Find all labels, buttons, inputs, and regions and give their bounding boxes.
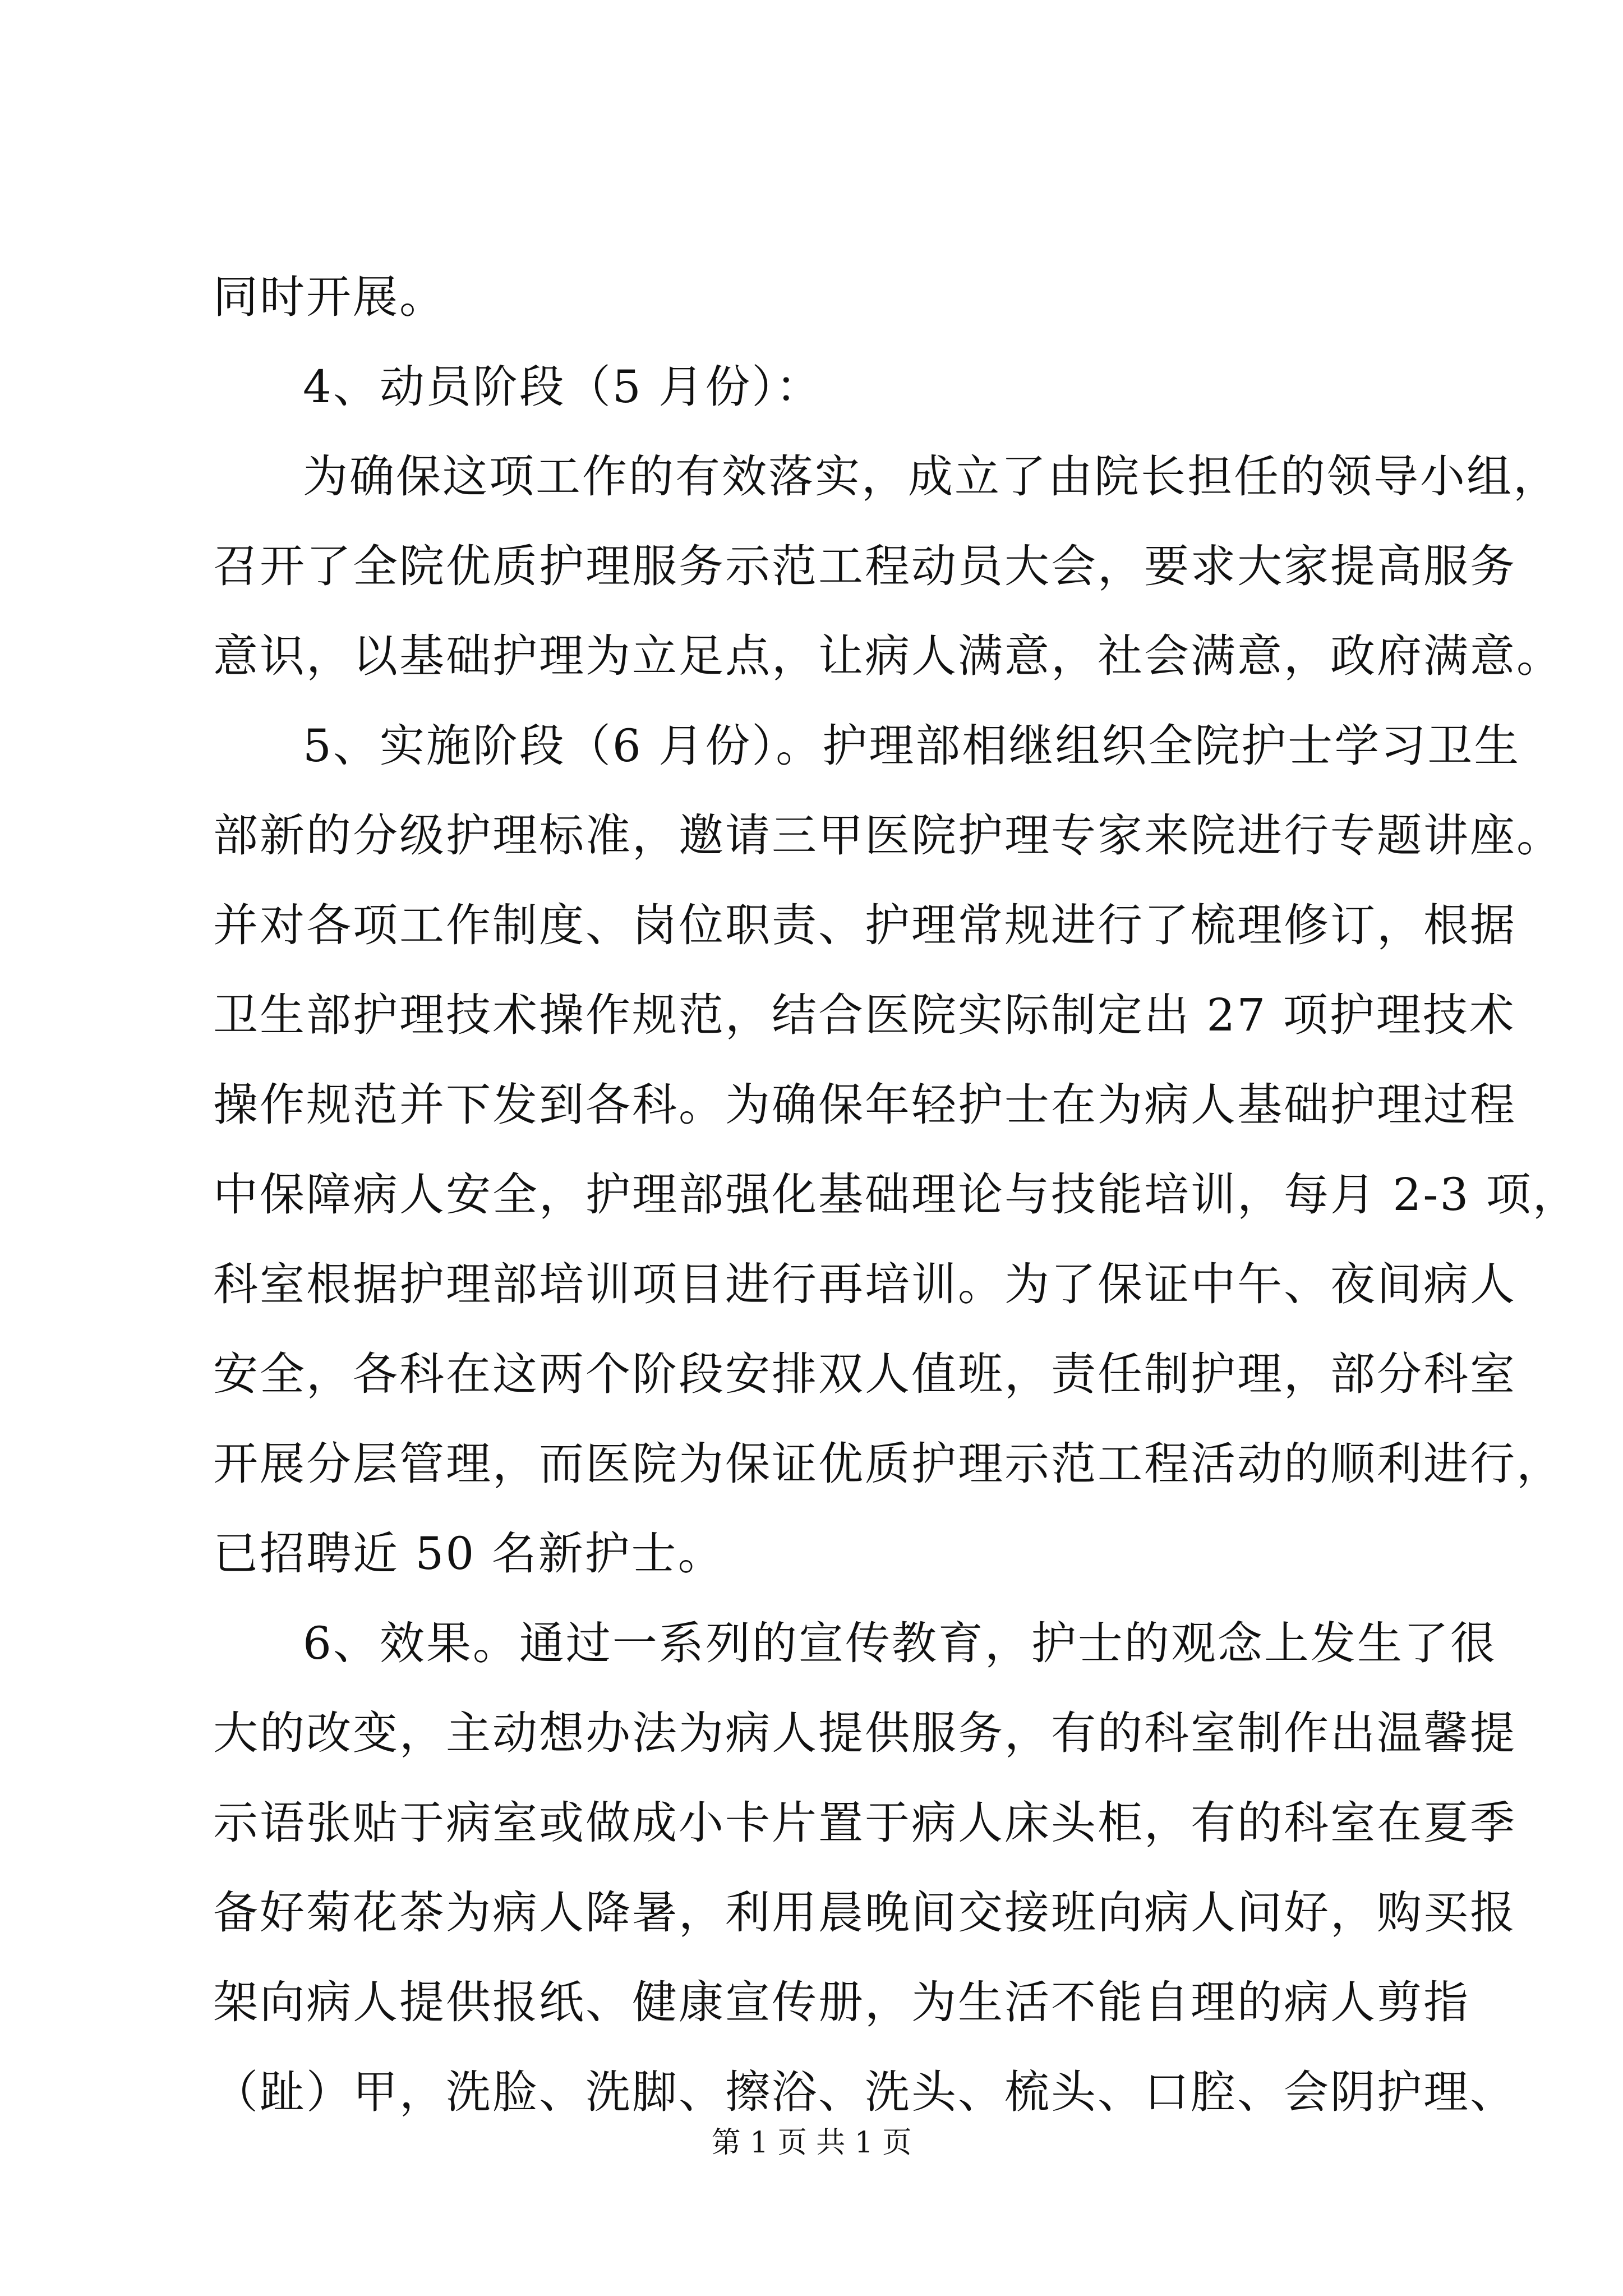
text-line: 操作规范并下发到各科。为确保年轻护士在为病人基础护理过程 [213,1079,1516,1131]
text-line: 部新的分级护理标准，邀请三甲医院护理专家来院进行专题讲座。 [213,809,1563,862]
text-line: 开展分层管理，而医院为保证优质护理示范工程活动的顺利进行， [213,1438,1563,1490]
text-line: 召开了全院优质护理服务示范工程动员大会，要求大家提高服务 [213,540,1516,592]
section-heading-6: 6、效果。通过一系列的宣传教育，护士的观念上发生了很 [303,1617,1497,1669]
text-line: 卫生部护理技术操作规范，结合医院实际制定出 27 项护理技术 [213,989,1516,1041]
text-line: 科室根据护理部培训项目进行再培训。为了保证中午、夜间病人 [213,1258,1516,1310]
text-line: 并对各项工作制度、岗位职责、护理常规进行了梳理修订，根据 [213,899,1516,951]
text-line: 同时开展。 [213,271,446,323]
text-line: 安全，各科在这两个阶段安排双人值班，责任制护理，部分科室 [213,1348,1516,1400]
text-line: 架向病人提供报纸、健康宣传册，为生活不能自理的病人剪指 [213,1976,1470,2028]
text-line: 为确保这项工作的有效落实，成立了由院长担任的领导小组， [303,450,1560,503]
section-heading-4: 4、动员阶段（5 月份）： [303,361,823,413]
text-line: 大的改变，主动想办法为病人提供服务，有的科室制作出温馨提 [213,1707,1516,1759]
text-line: 已招聘近 50 名新护士。 [213,1527,725,1580]
text-line: 示语张贴于病室或做成小卡片置于病人床头柜，有的科室在夏季 [213,1797,1516,1849]
text-line: 中保障病人安全，护理部强化基础理论与技能培训，每月 2-3 项， [213,1168,1579,1221]
section-heading-5: 5、实施阶段（6 月份）。护理部相继组织全院护士学习卫生 [303,720,1521,772]
text-line: 备好菊花茶为病人降暑，利用晨晚间交接班向病人问好，购买报 [213,1887,1516,1939]
page-footer: 第 1 页 共 1 页 [711,2126,912,2160]
text-line: （趾）甲，洗脸、洗脚、擦浴、洗头、梳头、口腔、会阴护理、 [213,2066,1516,2118]
text-line: 意识，以基础护理为立足点，让病人满意，社会满意，政府满意。 [213,630,1563,682]
